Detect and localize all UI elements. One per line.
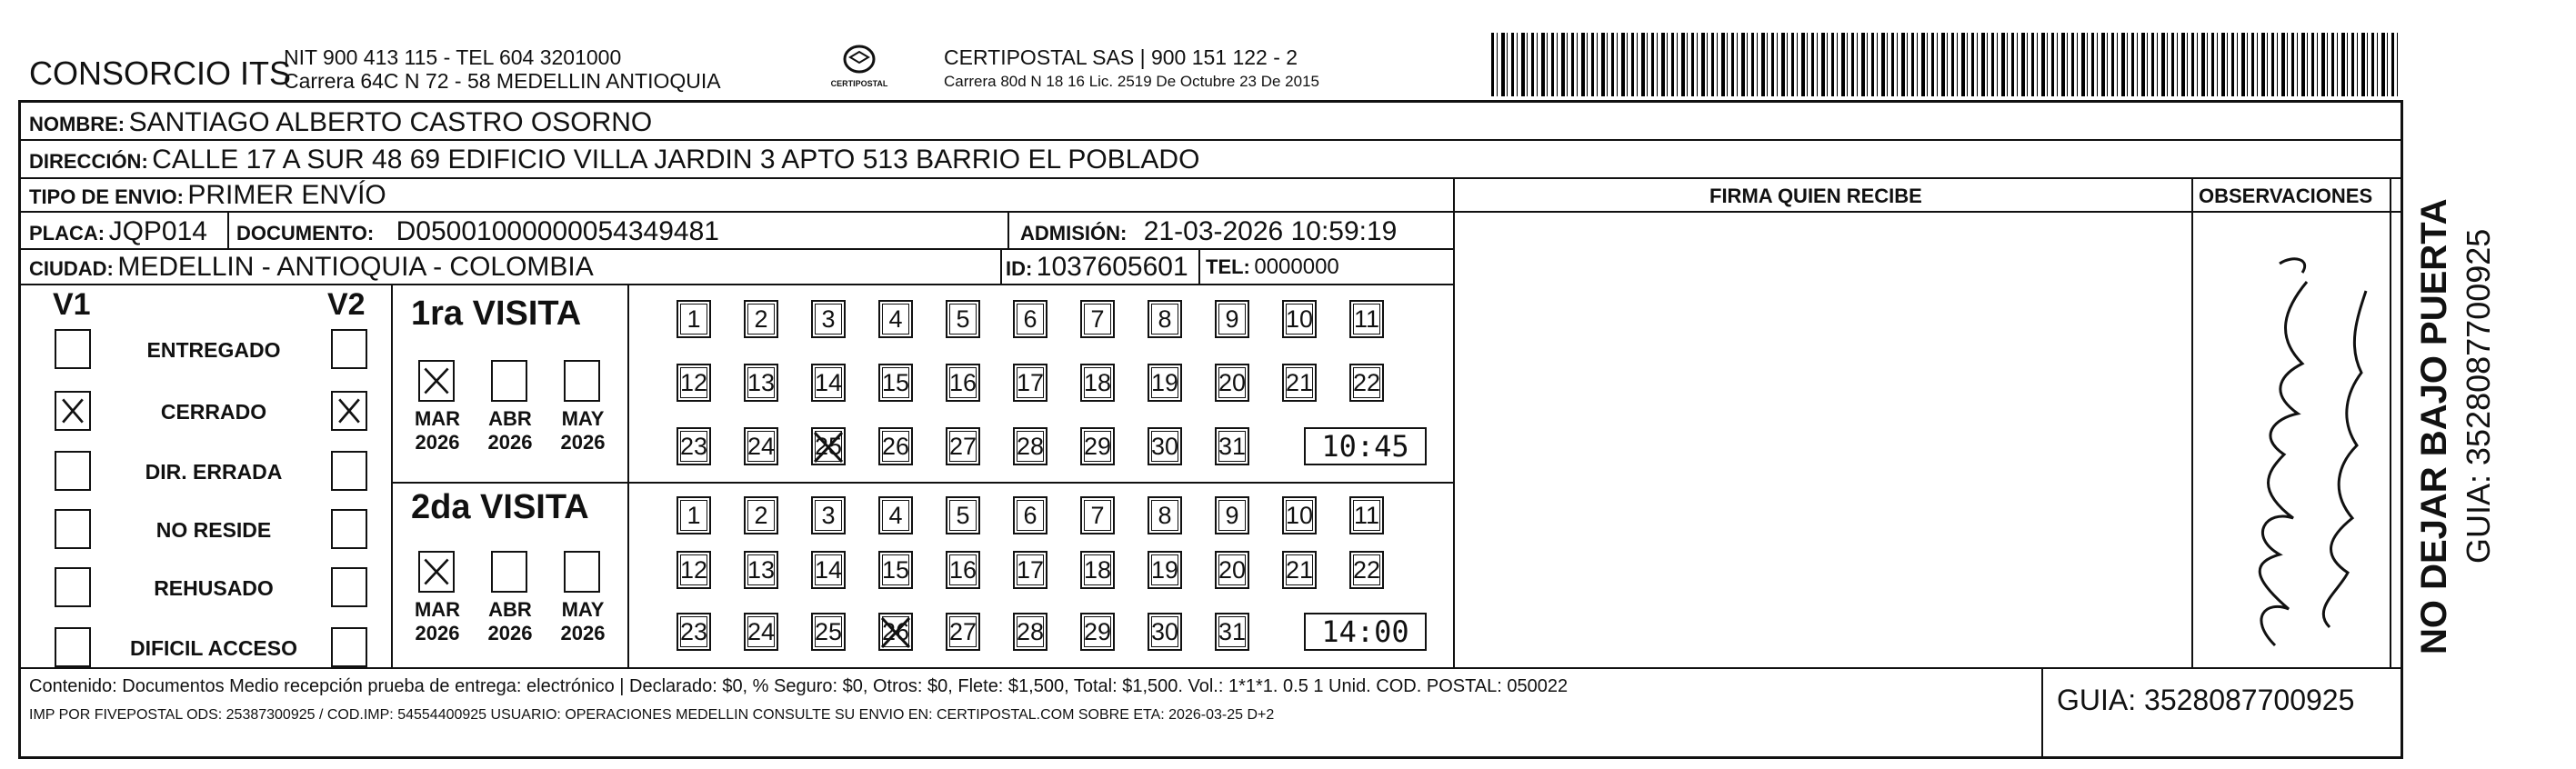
status-v2-checkbox[interactable] <box>331 509 367 549</box>
day-box[interactable]: 28 <box>1013 427 1047 465</box>
day-box[interactable]: 21 <box>1282 364 1317 402</box>
day-box[interactable]: 10 <box>1282 300 1317 338</box>
day-box[interactable]: 20 <box>1215 364 1249 402</box>
day-box[interactable]: 24 <box>744 427 778 465</box>
status-v2-checkbox[interactable] <box>331 451 367 491</box>
day-box[interactable]: 5 <box>946 496 980 534</box>
day-box[interactable]: 15 <box>878 364 913 402</box>
observaciones-header: OBSERVACIONES <box>2199 185 2373 207</box>
day-box[interactable]: 14 <box>811 364 846 402</box>
day-box[interactable]: 29 <box>1080 427 1115 465</box>
tipo-value: PRIMER ENVÍO <box>187 180 386 210</box>
day-box[interactable]: 4 <box>878 300 913 338</box>
day-box[interactable]: 27 <box>946 613 980 651</box>
day-box[interactable]: 12 <box>677 551 711 589</box>
month-checkbox[interactable] <box>491 551 527 593</box>
month-checkbox[interactable] <box>418 551 455 593</box>
row-divider <box>21 667 2401 669</box>
placa-label: PLACA: <box>29 222 105 245</box>
tel-row <box>1206 255 1339 280</box>
admision-value: 21-03-2026 10:59:19 <box>1143 216 1398 246</box>
day-box[interactable]: 18 <box>1080 364 1115 402</box>
day-box[interactable]: 29 <box>1080 613 1115 651</box>
day-box[interactable]: 27 <box>946 427 980 465</box>
month-name: MAY <box>561 598 605 621</box>
day-box[interactable]: 11 <box>1349 300 1384 338</box>
month-checkbox[interactable] <box>418 360 455 402</box>
nombre-row <box>29 107 652 138</box>
direccion-row <box>29 145 1199 175</box>
nombre-value: SANTIAGO ALBERTO CASTRO OSORNO <box>128 107 653 137</box>
day-box[interactable]: 3 <box>811 300 846 338</box>
signature-area[interactable] <box>1455 213 2190 665</box>
status-v2-checkbox[interactable] <box>331 627 367 667</box>
month-label <box>551 407 615 454</box>
day-box[interactable]: 31 <box>1215 613 1249 651</box>
status-v1-checkbox[interactable] <box>55 391 91 431</box>
day-box[interactable]: 25 <box>811 613 846 651</box>
day-box[interactable]: 13 <box>744 364 778 402</box>
month-checkbox[interactable] <box>491 360 527 402</box>
ciudad-row <box>29 252 594 283</box>
visit-2-title: 2da VISITA <box>411 488 589 526</box>
day-box[interactable]: 2 <box>744 300 778 338</box>
placa-row <box>29 216 207 247</box>
day-box[interactable]: 6 <box>1013 496 1047 534</box>
day-box[interactable]: 1 <box>677 300 711 338</box>
day-box[interactable]: 8 <box>1148 300 1182 338</box>
barcode <box>1491 33 2401 96</box>
id-value: 1037605601 <box>1036 252 1188 282</box>
status-v1-checkbox[interactable] <box>55 451 91 491</box>
month-name: ABR <box>488 407 532 430</box>
day-box[interactable]: 15 <box>878 551 913 589</box>
status-v1-checkbox[interactable] <box>55 627 91 667</box>
day-box[interactable]: 23 <box>677 613 711 651</box>
certipostal-line: CERTIPOSTAL SAS | 900 151 122 - 2 <box>944 45 1298 69</box>
status-label: DIFICIL ACCESO <box>129 636 297 660</box>
visit-1-title: 1ra VISITA <box>411 295 582 333</box>
certipostal-logo-text: CERTIPOSTAL <box>830 79 888 88</box>
month-label <box>406 598 469 645</box>
tipo-row <box>29 180 386 211</box>
month-label <box>478 407 542 454</box>
x-mark-icon <box>56 393 89 429</box>
row-divider <box>21 248 1453 250</box>
day-box[interactable]: 17 <box>1013 364 1047 402</box>
certipostal-logo-icon <box>841 44 877 75</box>
day-box[interactable]: 16 <box>946 364 980 402</box>
documento-label: DOCUMENTO: <box>236 222 375 245</box>
status-label: REHUSADO <box>154 576 274 600</box>
footer-line-1: Contenido: Documentos Medio recepción prueba de entrega: electrónico | Declarado: $0, % Seguro: $0, Otros: $0, Flete: $1,500, Total: $1,500. Vol.: 1*1*1. 0.5 1 Unid. COD. POSTAL: 050022 <box>29 676 1569 696</box>
placa-value: JQP014 <box>108 216 207 246</box>
col-divider <box>1198 248 1200 284</box>
handwritten-observation <box>2193 218 2388 664</box>
day-box[interactable]: 13 <box>744 551 778 589</box>
month-name: ABR <box>488 598 532 621</box>
day-box[interactable]: 6 <box>1013 300 1047 338</box>
footer-guia: GUIA: 3528087700925 <box>2057 684 2355 716</box>
certipostal-address: Carrera 80d N 18 16 Lic. 2519 De Octubre 23 De 2015 <box>944 73 1319 90</box>
tel-label: TEL: <box>1206 255 1250 278</box>
side-guia: GUIA: 3528087700925 <box>2460 228 2497 564</box>
row-divider <box>21 284 1453 285</box>
day-box[interactable]: 20 <box>1215 551 1249 589</box>
status-label: DIR. ERRADA <box>145 460 283 484</box>
day-box[interactable]: 2 <box>744 496 778 534</box>
tipo-label: TIPO DE ENVIO: <box>29 185 184 208</box>
day-box[interactable]: 22 <box>1349 364 1384 402</box>
month-name: MAR <box>414 598 461 621</box>
admision-row <box>1020 216 1397 247</box>
day-box[interactable]: 31 <box>1215 427 1249 465</box>
id-label: ID: <box>1006 257 1033 280</box>
day-box[interactable]: 14 <box>811 551 846 589</box>
month-year: 2026 <box>560 622 606 644</box>
day-box[interactable]: 3 <box>811 496 846 534</box>
direccion-label: DIRECCIÓN: <box>29 150 148 173</box>
col-divider <box>391 284 393 667</box>
month-checkbox[interactable] <box>564 360 600 402</box>
day-box[interactable]: 17 <box>1013 551 1047 589</box>
side-warning: NO DEJAR BAJO PUERTA <box>2414 198 2454 654</box>
col-divider <box>1000 248 1002 284</box>
day-box[interactable]: 25 <box>811 427 846 465</box>
nombre-label: NOMBRE: <box>29 113 125 135</box>
status-v2-checkbox[interactable] <box>331 329 367 369</box>
certipostal-logo <box>814 44 905 96</box>
day-box[interactable]: 19 <box>1148 551 1182 589</box>
day-x-mark <box>878 613 913 655</box>
month-label <box>478 598 542 645</box>
status-v2-checkbox[interactable] <box>331 391 367 431</box>
day-box[interactable]: 11 <box>1349 496 1384 534</box>
month-label <box>551 598 615 645</box>
col-divider <box>1007 211 1009 248</box>
v2-header: V2 <box>327 287 366 322</box>
day-box[interactable]: 30 <box>1148 427 1182 465</box>
firma-header: FIRMA QUIEN RECIBE <box>1709 185 1922 207</box>
documento-row <box>236 216 719 247</box>
x-mark-icon <box>878 613 913 651</box>
day-box[interactable]: 21 <box>1282 551 1317 589</box>
day-box[interactable]: 19 <box>1148 364 1182 402</box>
admision-label: ADMISIÓN: <box>1020 222 1128 245</box>
month-year: 2026 <box>487 622 533 644</box>
visit-2-time[interactable]: 14:00 <box>1304 613 1427 651</box>
day-box[interactable]: 18 <box>1080 551 1115 589</box>
day-box[interactable]: 24 <box>744 613 778 651</box>
nit-line: NIT 900 413 115 - TEL 604 3201000 <box>284 45 622 69</box>
day-box[interactable]: 30 <box>1148 613 1182 651</box>
footer-line-2: IMP POR FIVEPOSTAL ODS: 25387300925 / COD.IMP: 54554400925 USUARIO: OPERACIONES MEDELLIN CONSULTE SU ENVIO EN: CERTIPOSTAL.COM SOBRE ETA: 2026-03-25 D+2 <box>29 707 1275 723</box>
day-box[interactable]: 9 <box>1215 300 1249 338</box>
day-box[interactable]: 23 <box>677 427 711 465</box>
day-box[interactable]: 8 <box>1148 496 1182 534</box>
v1-header: V1 <box>53 287 91 322</box>
day-box[interactable]: 7 <box>1080 300 1115 338</box>
col-divider <box>627 284 629 667</box>
ciudad-label: CIUDAD: <box>29 257 114 280</box>
month-name: MAY <box>561 407 605 430</box>
company-name: CONSORCIO ITS <box>29 55 292 92</box>
day-box[interactable]: 5 <box>946 300 980 338</box>
x-mark-icon <box>420 362 453 400</box>
month-year: 2026 <box>487 431 533 454</box>
day-box[interactable]: 9 <box>1215 496 1249 534</box>
ciudad-value: MEDELLIN - ANTIOQUIA - COLOMBIA <box>117 252 594 282</box>
tel-value: 0000000 <box>1254 255 1339 279</box>
day-box[interactable]: 7 <box>1080 496 1115 534</box>
status-label: ENTREGADO <box>146 338 281 362</box>
direccion-value: CALLE 17 A SUR 48 69 EDIFICIO VILLA JARDIN 3 APTO 513 BARRIO EL POBLADO <box>152 145 1200 175</box>
documento-value: D05001000000054349481 <box>396 216 719 246</box>
month-name: MAR <box>414 407 461 430</box>
company-address: Carrera 64C N 72 - 58 MEDELLIN ANTIOQUIA <box>284 69 721 93</box>
x-mark-icon <box>811 427 846 465</box>
day-box[interactable]: 28 <box>1013 613 1047 651</box>
day-box[interactable]: 22 <box>1349 551 1384 589</box>
month-year: 2026 <box>415 622 460 644</box>
day-x-mark <box>811 427 846 470</box>
id-row <box>1006 252 1188 283</box>
status-v2-checkbox[interactable] <box>331 567 367 607</box>
x-mark-icon <box>333 393 366 429</box>
col-divider <box>227 211 229 248</box>
day-box[interactable]: 26 <box>878 427 913 465</box>
status-label: CERRADO <box>160 400 267 424</box>
row-divider <box>21 139 2401 141</box>
day-box[interactable]: 26 <box>878 613 913 651</box>
month-label <box>406 407 469 454</box>
day-box[interactable]: 16 <box>946 551 980 589</box>
day-box[interactable]: 1 <box>677 496 711 534</box>
day-box[interactable]: 4 <box>878 496 913 534</box>
status-v1-checkbox[interactable] <box>55 329 91 369</box>
status-label: NO RESIDE <box>155 518 272 542</box>
status-v1-checkbox[interactable] <box>55 509 91 549</box>
row-divider <box>21 177 2401 179</box>
col-divider <box>2390 177 2391 667</box>
month-year: 2026 <box>415 431 460 454</box>
status-v1-checkbox[interactable] <box>55 567 91 607</box>
day-box[interactable]: 12 <box>677 364 711 402</box>
col-divider <box>2041 667 2043 756</box>
row-divider <box>391 482 1453 484</box>
visit-1-time[interactable]: 10:45 <box>1304 427 1427 465</box>
x-mark-icon <box>420 553 453 591</box>
month-year: 2026 <box>560 431 606 454</box>
month-checkbox[interactable] <box>564 551 600 593</box>
day-box[interactable]: 10 <box>1282 496 1317 534</box>
